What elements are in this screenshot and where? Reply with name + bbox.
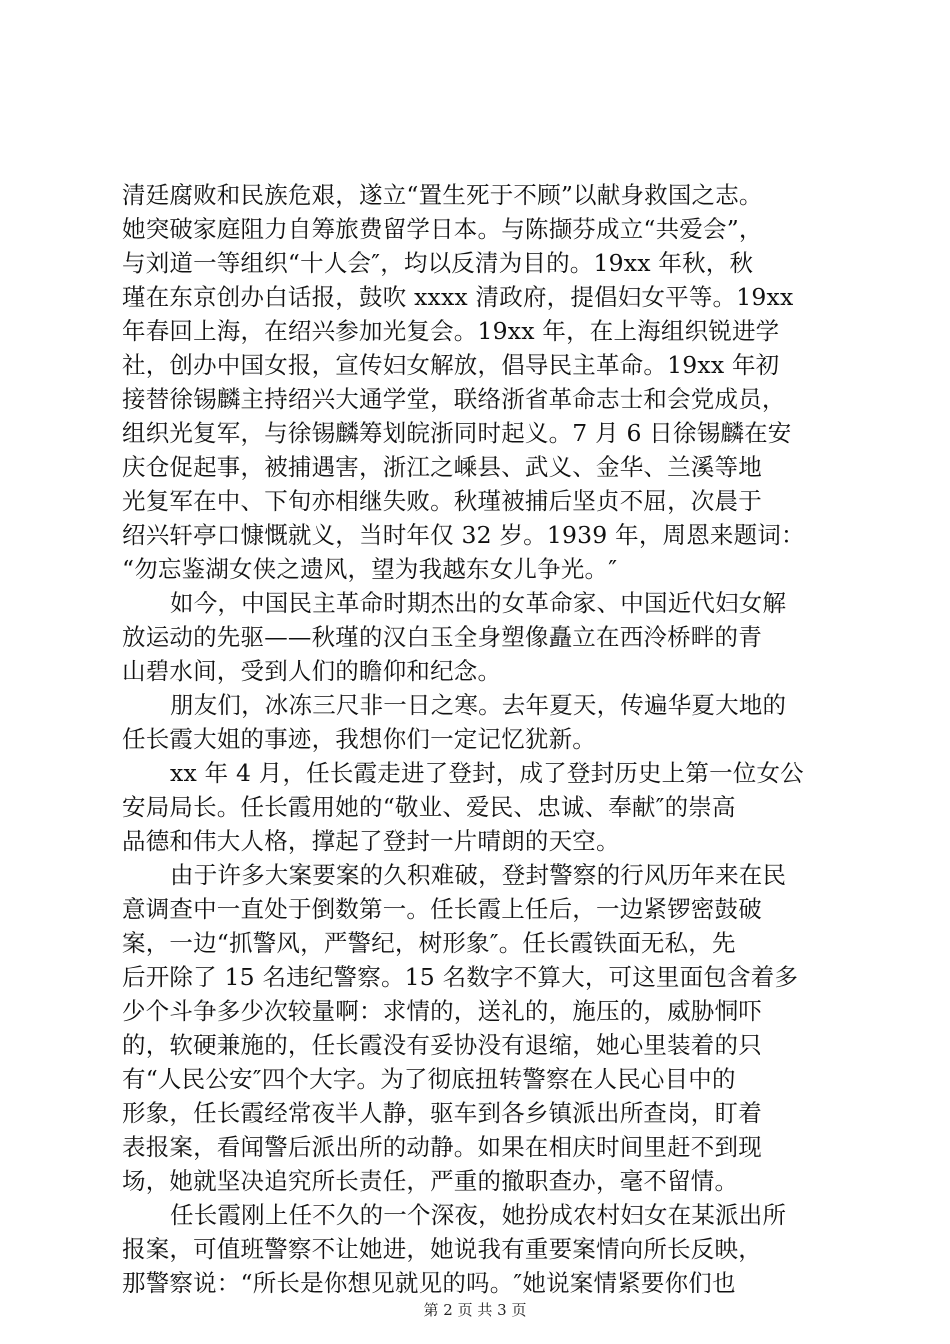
text-line: 案，一边“抓警风，严警纪，树形象″。任长霞铁面无私，先: [122, 929, 736, 957]
text-line: 与刘道一等组织“十人会″，均以反清为目的。19xx 年秋，秋: [122, 249, 754, 277]
text-line: 有“人民公安″四个大字。为了彻底扭转警察在人民心目中的: [122, 1065, 736, 1093]
text-line: 少个斗争多少次较量啊：求情的，送礼的，施压的，威胁恫吓: [122, 997, 762, 1025]
text-line: 场，她就坚决追究所长责任，严重的撤职查办，毫不留情。: [122, 1167, 739, 1195]
text-line: 接替徐锡麟主持绍兴大通学堂，联络浙省革命志士和会党成员，: [122, 385, 786, 413]
text-line: 清廷腐败和民族危艰，遂立“置生死于不顾”以献身救国之志。: [122, 181, 763, 209]
text-line: 表报案，看闻警后派出所的动静。如果在相庆时间里赶不到现: [122, 1133, 762, 1161]
text-line: 光复军在中、下旬亦相继失败。秋瑾被捕后坚贞不屈，次晨于: [122, 487, 762, 515]
text-line: “勿忘鉴湖女侠之遗风，望为我越东女儿争光。″: [122, 555, 618, 583]
paragraph-first-line: xx 年 4 月，任长霞走进了登封，成了登封历史上第一位女公: [170, 759, 804, 787]
text-line: 她突破家庭阻力自筹旅费留学日本。与陈撷芬成立“共爱会”，: [122, 215, 763, 243]
text-line: 意调查中一直处于倒数第一。任长霞上任后，一边紧锣密鼓破: [122, 895, 762, 923]
text-line: 安局局长。任长霞用她的“敬业、爱民、忠诚、奉献″的崇高: [122, 793, 736, 821]
text-line: 品德和伟大人格，撑起了登封一片晴朗的天空。: [122, 827, 620, 855]
text-line: 庆仓促起事，被捕遇害，浙江之嵊县、武义、金华、兰溪等地: [122, 453, 762, 481]
text-line: 形象，任长霞经常夜半人静，驱车到各乡镇派出所查岗，盯着: [122, 1099, 762, 1127]
text-line: 后开除了 15 名违纪警察。15 名数字不算大，可这里面包含着多: [122, 963, 799, 991]
text-line: 任长霞大姐的事迹，我想你们一定记忆犹新。: [122, 725, 596, 753]
text-line: 社，创办中国女报，宣传妇女解放，倡导民主革命。19xx 年初: [122, 351, 780, 379]
paragraph-first-line: 由于许多大案要案的久积难破，登封警察的行风历年来在民: [170, 861, 787, 889]
page-number-footer: 第 2 页 共 3 页: [423, 1301, 527, 1319]
text-line: 放运动的先驱——秋瑾的汉白玉全身塑像矗立在西泠桥畔的青: [122, 623, 762, 651]
paragraph-first-line: 如今，中国民主革命时期杰出的女革命家、中国近代妇女解: [170, 589, 787, 617]
text-line: 年春回上海，在绍兴参加光复会。19xx 年，在上海组织锐进学: [122, 317, 780, 345]
text-line: 绍兴轩亭口慷慨就义，当时年仅 32 岁。1939 年，周恩来题词：: [122, 521, 805, 549]
text-line: 瑾在东京创办白话报，鼓吹 xxxx 清政府，提倡妇女平等。19xx: [122, 283, 794, 311]
text-line: 山碧水间，受到人们的瞻仰和纪念。: [122, 657, 502, 685]
text-line: 那警察说：“所长是你想见就见的吗。″她说案情紧要你们也: [122, 1269, 736, 1297]
text-line: 报案，可值班警察不让她进，她说我有重要案情向所长反映，: [122, 1235, 762, 1263]
paragraph-first-line: 朋友们，冰冻三尺非一日之寒。去年夏天，传遍华夏大地的: [170, 691, 787, 719]
text-line: 的，软硬兼施的，任长霞没有妥协没有退缩，她心里装着的只: [122, 1031, 762, 1059]
paragraph-first-line: 任长霞刚上任不久的一个深夜，她扮成农村妇女在某派出所: [170, 1201, 787, 1229]
text-line: 组织光复军，与徐锡麟筹划皖浙同时起义。7 月 6 日徐锡麟在安: [122, 419, 792, 447]
